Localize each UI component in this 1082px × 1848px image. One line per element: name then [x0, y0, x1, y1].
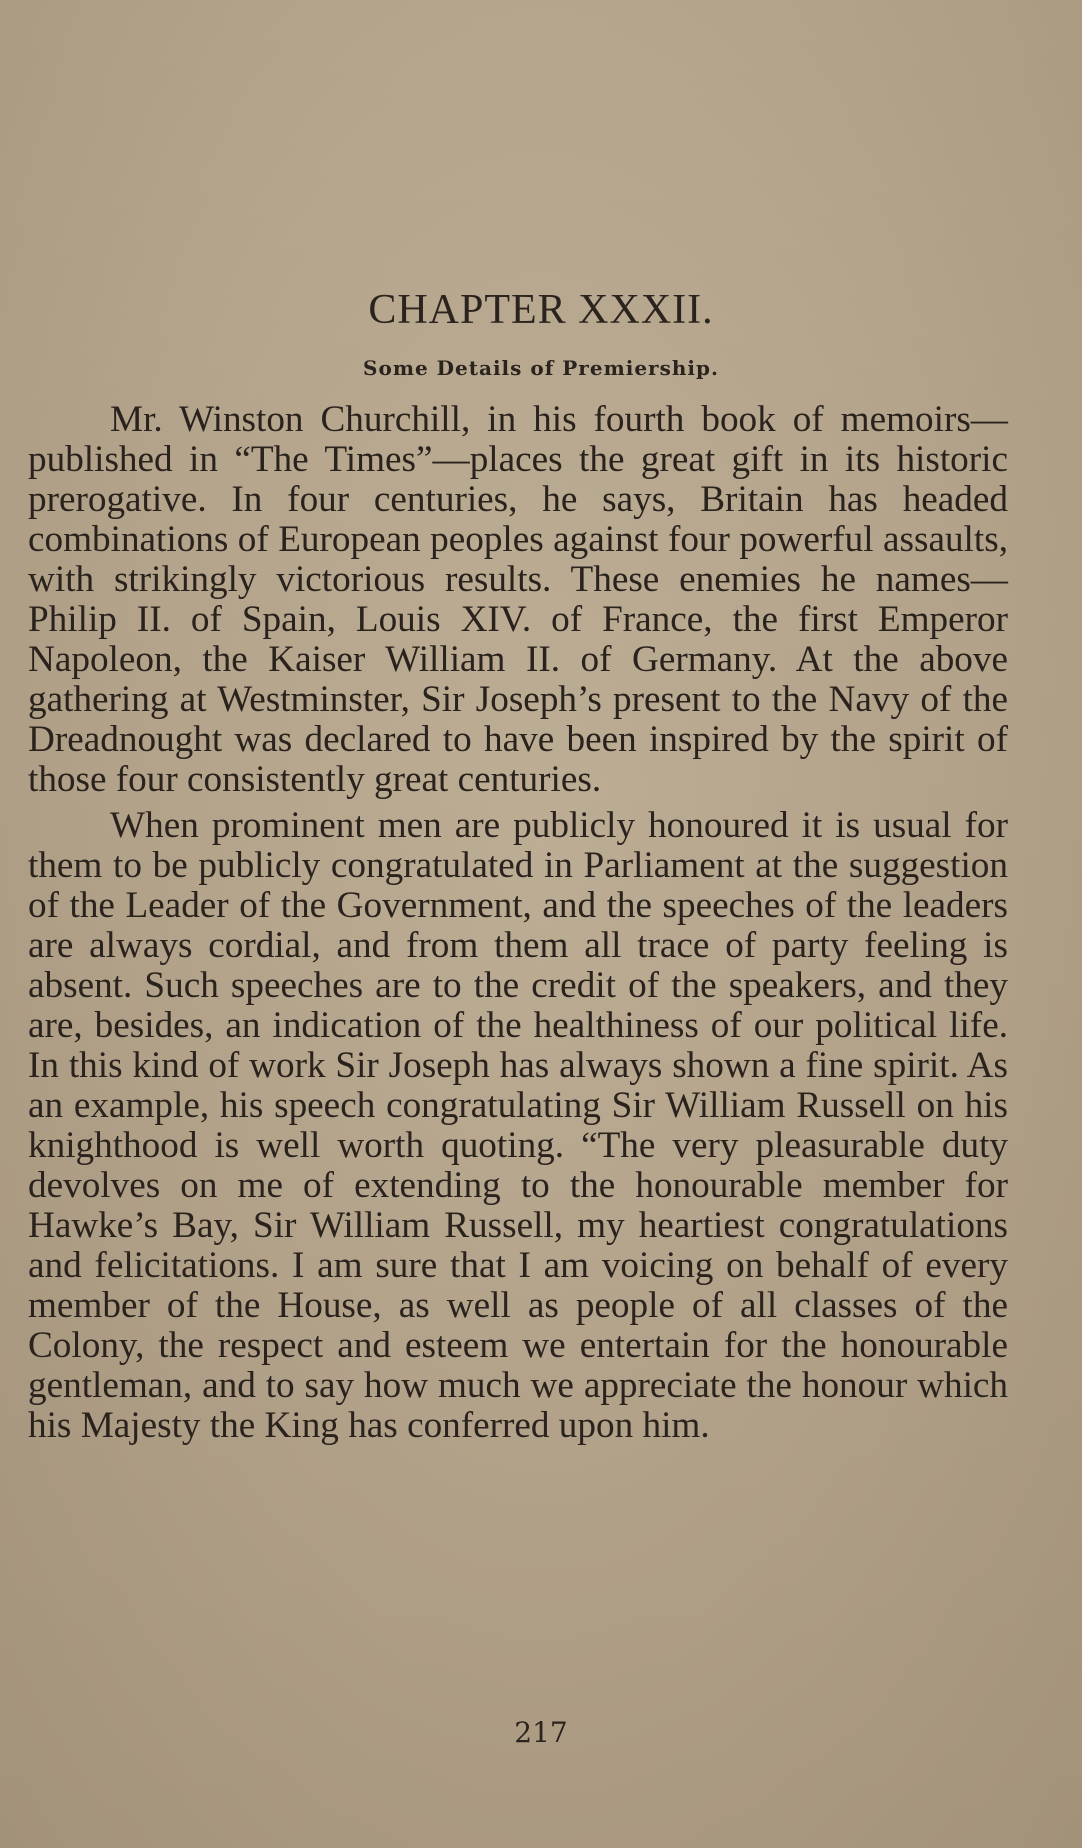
- page-number: 217: [514, 1716, 568, 1749]
- chapter-heading: CHAPTER XXXII.: [368, 287, 714, 333]
- paragraph-2: When prominent men are publicly honoured it is usual for them to be publicly congratulated in Parliament at the suggestion of the Leader of the Government, and the speeches of the leaders are always cordial, and from them all trace of party feeling is absent. Such speeches are to the credit of the speakers, and they are, besides, an indication of the healthiness of our political life. In this kind of work Sir Joseph has always shown a fine spirit. As an example, his speech congratulating Sir William Russell on his knighthood is well worth quoting. “The very pleasurable duty devolves on me of extending to the honourable member for Hawke’s Bay, Sir William Russell, my heartiest congratulations and felicitations. I am sure that I am voicing on behalf of every member of the House, as well as people of all classes of the Colony, the respect and esteem we entertain for the honourable gentleman, and to say how much we appreciate the honour which his Majesty the King has conferred upon him.: [28, 805, 1008, 1446]
- chapter-subtitle: Some Details of Premiership.: [363, 356, 719, 380]
- body-text: [28, 400, 1008, 1452]
- paragraph-1: Mr. Winston Churchill, in his fourth book of memoirs—published in “The Times”—places the great gift in its historic prerogative. In four centuries, he says, Britain has headed combinations of European peoples against four powerful assaults, with strikingly victorious results. These enemies he names—Philip II. of Spain, Louis XIV. of France, the first Emperor Napoleon, the Kaiser William II. of Germany. At the above gathering at Westminster, Sir Joseph’s present to the Navy of the Dreadnought was declared to have been inspired by the spirit of those four consistently great centuries.: [28, 399, 1008, 800]
